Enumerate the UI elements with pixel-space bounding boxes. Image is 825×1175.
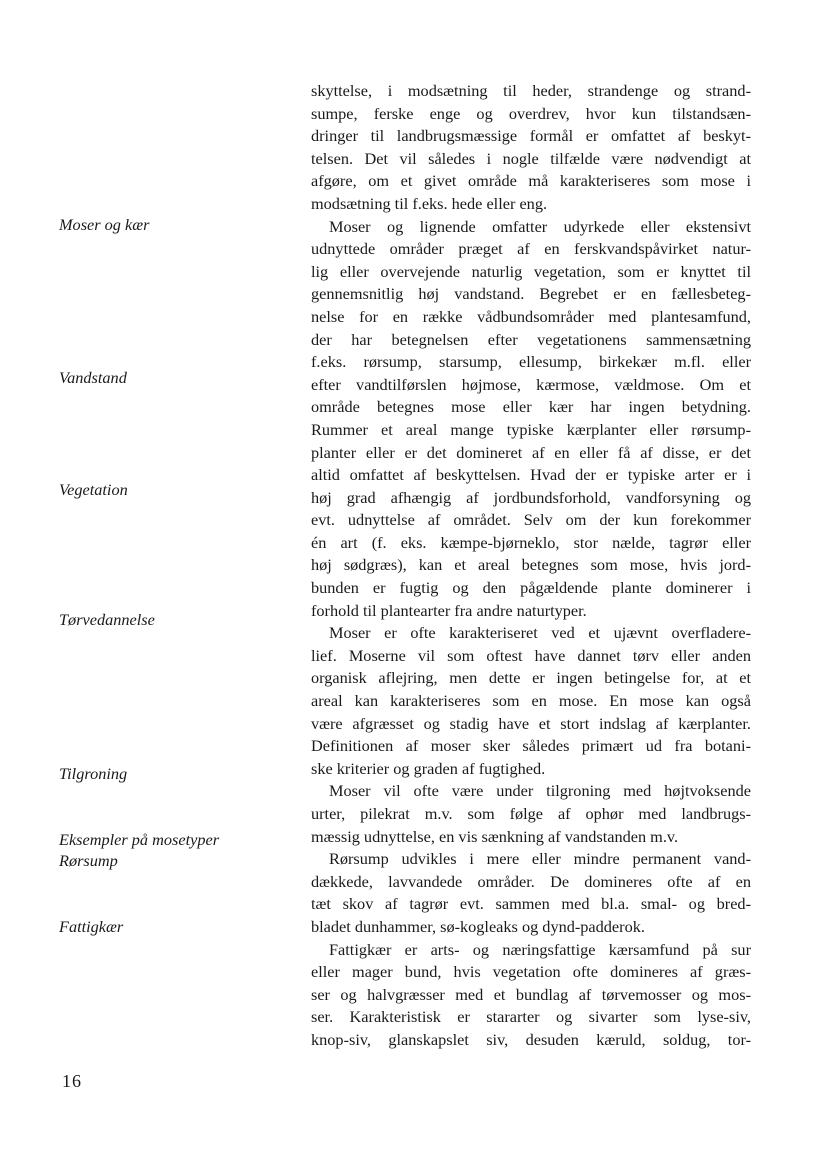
text-line: ser. Karakteristisk er stararter og sivarter som lyse-siv,	[311, 1007, 751, 1027]
text-line: urter, pilekrat m.v. som følge af ophør med landbrugs-	[311, 804, 751, 823]
text-line: høj sødgræs), kan et areal betegnes som mose, hvis jord-	[311, 555, 751, 575]
margin-note-eksempler-paa-mosetyper: Eksempler på mosetyper	[59, 830, 220, 849]
text-line: f.eks. rørsump, starsump, ellesump, birkekær m.fl. eller	[311, 352, 751, 372]
text-line: altid omfattet af beskyttelsen. Hvad der er typiske arter er i	[311, 465, 751, 485]
text-line: telsen. Det vil således i nogle tilfælde være nødvendigt at	[311, 148, 751, 168]
text-line: Fattigkær er arts- og næringsfattige kærsamfund på sur	[329, 939, 751, 959]
margin-note-vegetation: Vegetation	[59, 480, 128, 499]
text-line: modsætning til f.eks. hede eller eng.	[311, 193, 548, 213]
body-text	[311, 80, 751, 1052]
text-line: være afgræsset og stadig have et stort indslag af kærplanter.	[311, 713, 751, 733]
text-line: eller mager bund, hvis vegetation ofte domineres af græs-	[311, 962, 751, 982]
text-line: tæt skov af tagrør evt. sammen med bl.a. smal- og bred-	[311, 894, 751, 914]
text-line: efter vandtilførslen højmose, kærmose, vældmose. Om et	[311, 374, 751, 394]
margin-note-vandstand: Vandstand	[59, 368, 127, 387]
text-line: knop-siv, glanskapslet siv, desuden kæruld, soldug, tor-	[311, 1029, 751, 1049]
text-line: evt. udnyttelse af området. Selv om der kun forekommer	[311, 510, 751, 530]
text-line: Rummer et areal mange typiske kærplanter eller rørsump-	[311, 419, 751, 439]
text-line: Moser er ofte karakteriseret ved et ujævnt overfladere-	[329, 623, 751, 643]
text-line: høj grad afhængig af jordbundsforhold, vandforsyning og	[311, 487, 751, 507]
text-line: forhold til plantearter fra andre naturtyper.	[311, 600, 587, 620]
margin-note-torvedannelse: Tørvedannelse	[59, 610, 155, 629]
text-line: der har betegnelsen efter vegetationens sammensætning	[311, 329, 751, 349]
text-line: ser og halvgræsser med et bundlag af tørvemosser og mos-	[311, 984, 751, 1004]
margin-note-rorsump: Rørsump	[59, 851, 118, 870]
text-line: mæssig udnyttelse, en vis sænkning af vandstanden m.v.	[311, 826, 679, 846]
text-line: dringer til landbrugsmæssige formål er omfattet af beskyt-	[311, 126, 751, 146]
text-line: skyttelse, i modsætning til heder, strandenge og strand-	[311, 81, 751, 100]
text-line: ske kriterier og graden af fugtighed.	[311, 758, 546, 778]
text-line: Moser vil ofte være under tilgroning med højtvoksende	[329, 781, 751, 801]
text-line: organisk aflejring, men dette er ingen betingelse for, at et	[311, 668, 751, 688]
text-line: udnyttede områder præget af en ferskvandspåvirket natur-	[311, 239, 751, 259]
text-line: Definitionen af moser sker således primært ud fra botani-	[311, 736, 751, 756]
text-line: bladet dunhammer, sø-kogleaks og dynd-padderok.	[311, 916, 645, 936]
text-line: én art (f. eks. kæmpe-bjørneklo, stor nælde, tagrør eller	[311, 532, 751, 552]
margin-note-moser-og-kaer: Moser og kær	[59, 215, 150, 234]
text-line: lig eller overvejende naturlig vegetation, som er knyttet til	[311, 261, 751, 281]
margin-note-fattigkaer: Fattigkær	[59, 917, 124, 936]
text-line: afgøre, om et givet område må karakteriseres som mose i	[311, 171, 751, 191]
text-line: område betegnes mose eller kær har ingen betydning.	[311, 397, 751, 417]
text-line: sumpe, ferske enge og overdrev, hvor kun tilstandsæn-	[311, 103, 751, 123]
text-line: areal kan karakteriseres som en mose. En mose kan også	[311, 691, 751, 711]
text-line: dækkede, lavvandede områder. De domineres ofte af en	[311, 871, 751, 891]
text-line: gennemsnitlig høj vandstand. Begrebet er en fællesbeteg-	[311, 284, 751, 304]
text-line: planter eller er det domineret af en eller få af disse, er det	[311, 442, 751, 462]
text-line: lief. Moserne vil som oftest have dannet tørv eller anden	[311, 645, 751, 665]
page-number: 16	[62, 1071, 82, 1091]
text-line: bunden er fugtig og den pågældende plante dominerer i	[311, 578, 751, 598]
text-line: Rørsump udvikles i mere eller mindre permanent vand-	[329, 849, 751, 869]
text-line: nelse for en række vådbundsområder med plantesamfund,	[311, 306, 751, 326]
text-line: Moser og lignende omfatter udyrkede eller ekstensivt	[329, 216, 751, 236]
margin-note-tilgroning: Tilgroning	[59, 764, 128, 783]
